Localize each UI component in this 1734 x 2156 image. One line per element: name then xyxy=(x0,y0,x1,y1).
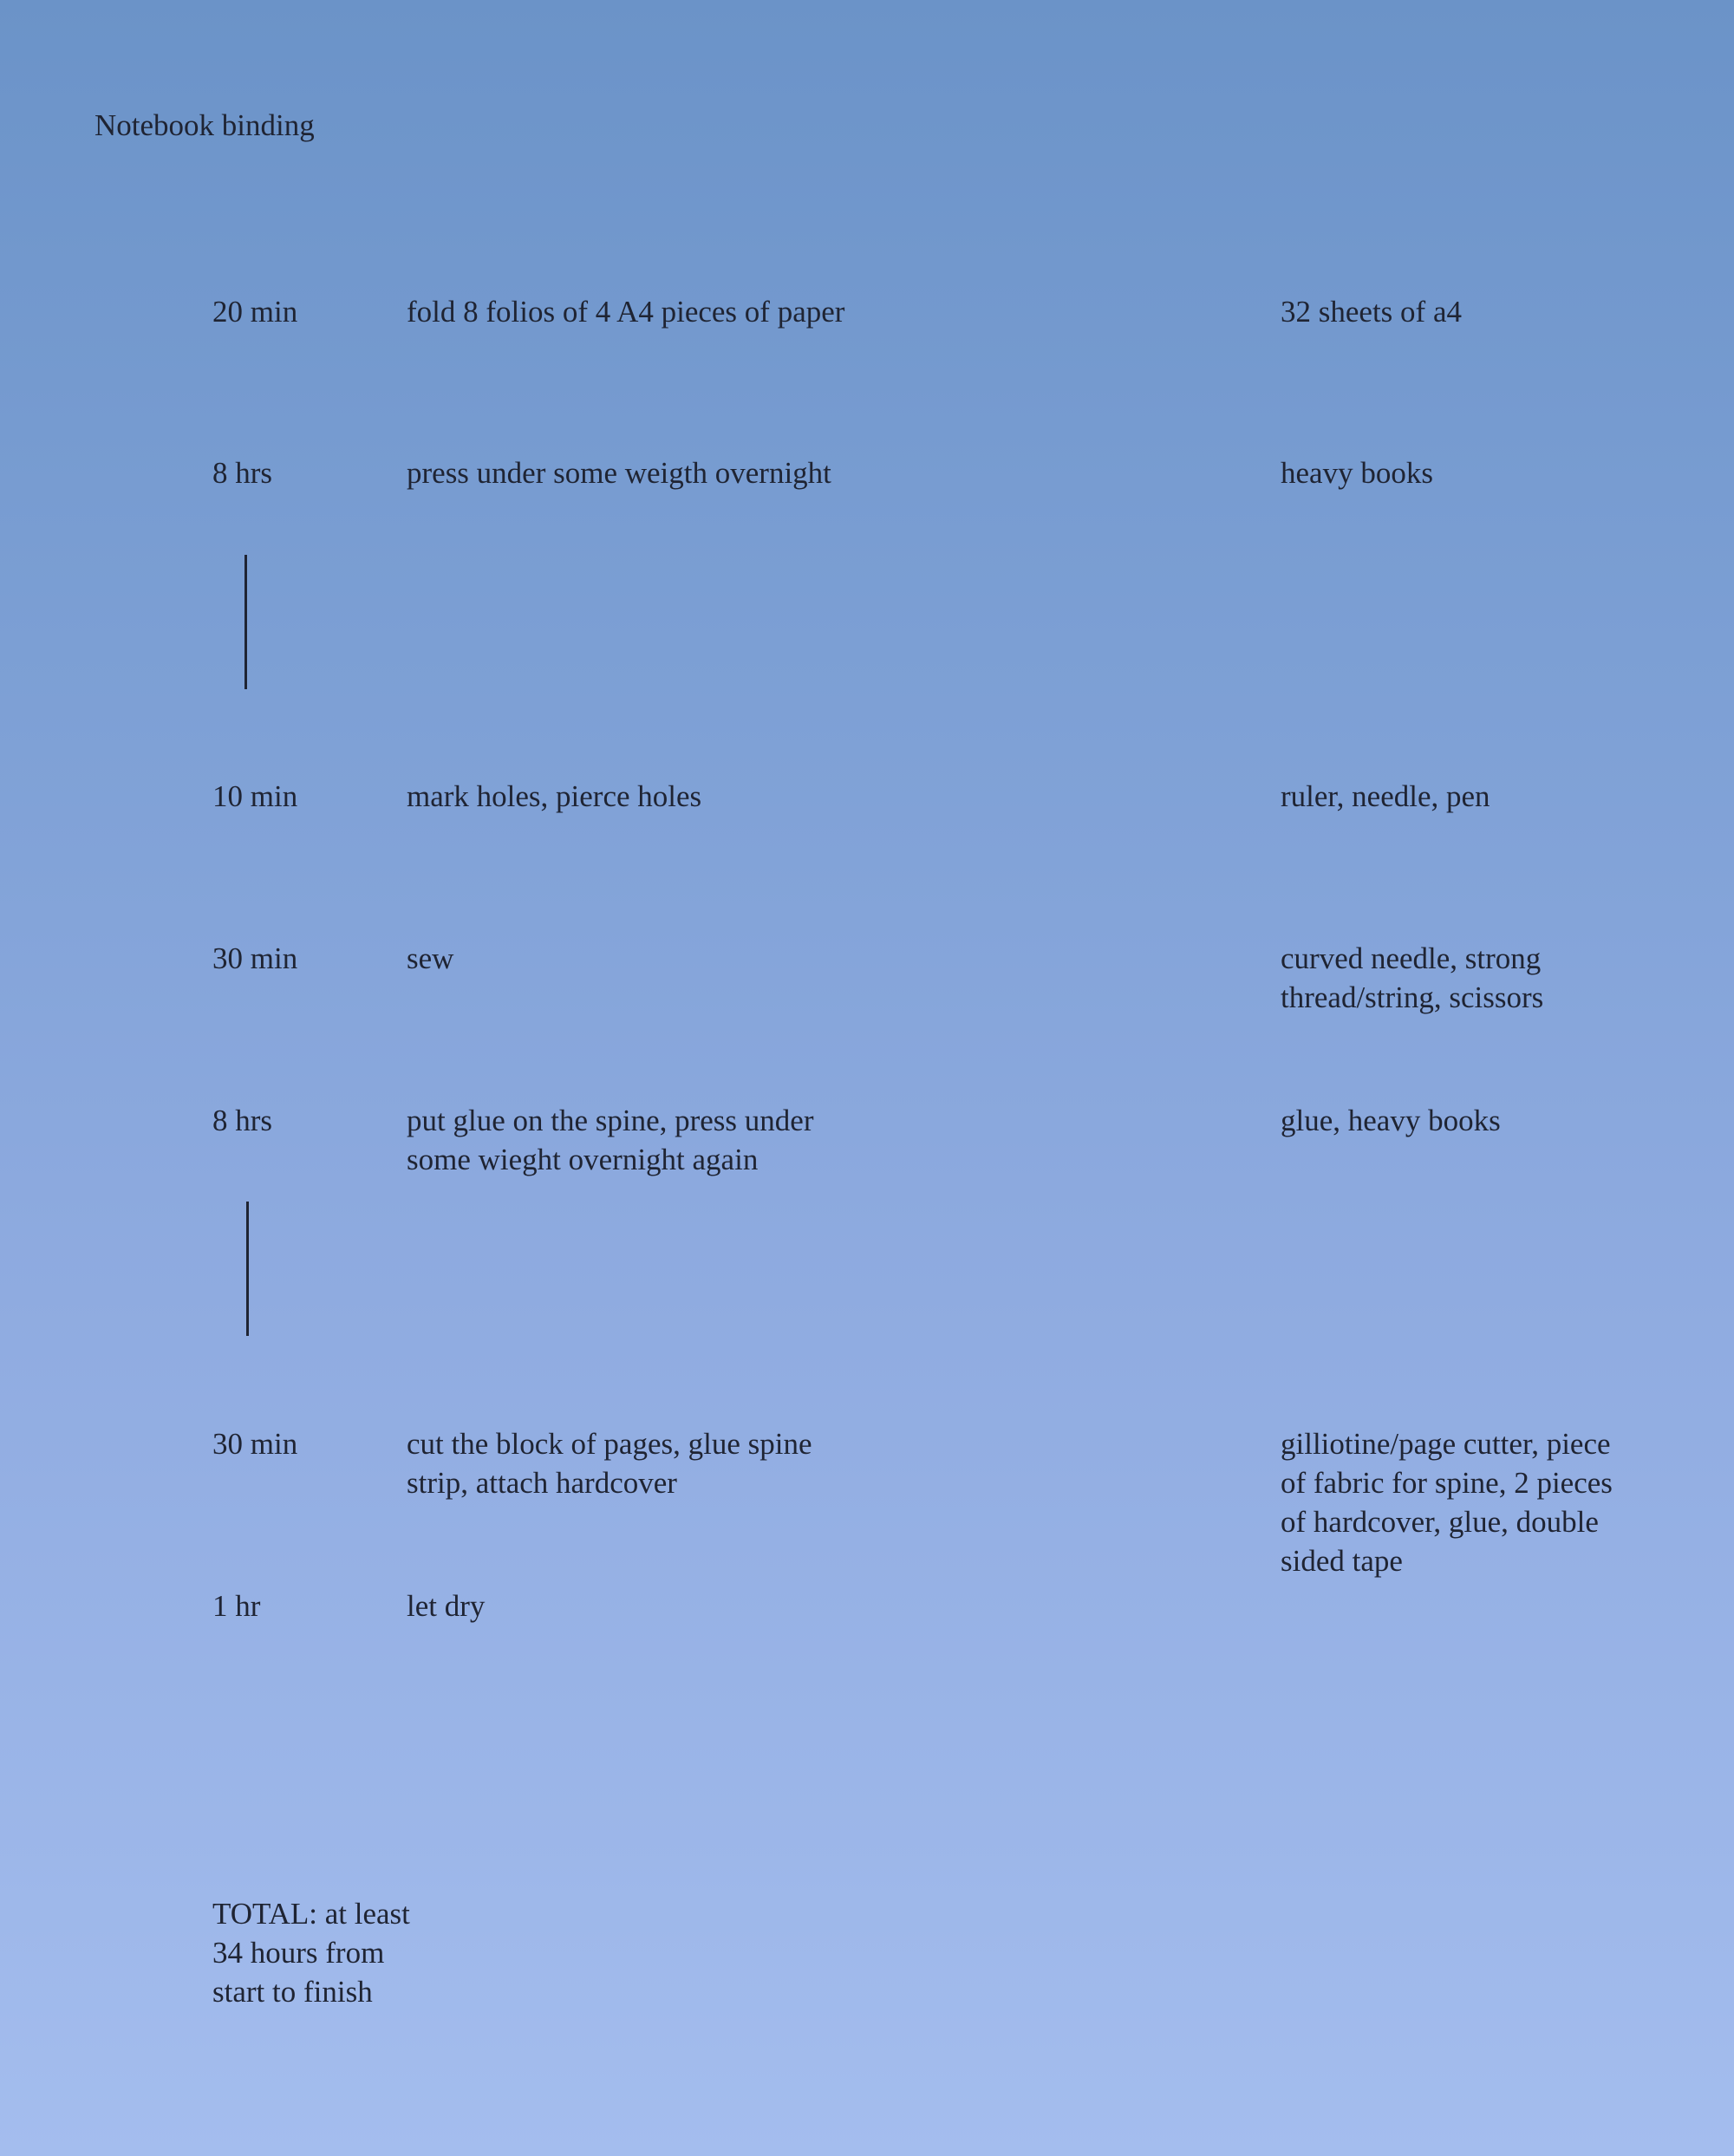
step-1-time: 20 min xyxy=(212,295,298,329)
step-2-time: 8 hrs xyxy=(212,456,273,490)
step-6-time: 30 min xyxy=(212,1427,298,1461)
step-4-tools: curved needle, strong thread/string, scissors xyxy=(1281,941,1544,1014)
step-4-task: sew xyxy=(407,941,454,975)
total-summary: TOTAL: at least 34 hours from start to finish xyxy=(212,1897,410,2009)
step-5-tools: glue, heavy books xyxy=(1281,1104,1501,1137)
page-title: Notebook binding xyxy=(95,108,315,142)
step-2-task: press under some weigth overnight xyxy=(407,456,831,490)
step-6-task: cut the block of pages, glue spine strip, attach hardcover xyxy=(407,1427,812,1500)
step-3-tools: ruler, needle, pen xyxy=(1281,779,1490,813)
step-5-time: 8 hrs xyxy=(212,1104,273,1137)
step-3-time: 10 min xyxy=(212,779,298,813)
step-7-time: 1 hr xyxy=(212,1589,261,1623)
step-7-task: let dry xyxy=(407,1589,486,1623)
step-1-tools: 32 sheets of a4 xyxy=(1281,295,1462,329)
step-3-task: mark holes, pierce holes xyxy=(407,779,702,813)
duration-line xyxy=(246,1202,249,1336)
step-5-task: put glue on the spine, press under some wieght overnight again xyxy=(407,1104,814,1176)
duration-line xyxy=(244,555,247,689)
step-6-tools: gilliotine/page cutter, piece of fabric for spine, 2 pieces of hardcover, glue, double sided tape xyxy=(1281,1427,1613,1578)
step-4-time: 30 min xyxy=(212,941,298,975)
step-2-tools: heavy books xyxy=(1281,456,1433,490)
step-1-task: fold 8 folios of 4 A4 pieces of paper xyxy=(407,295,845,329)
